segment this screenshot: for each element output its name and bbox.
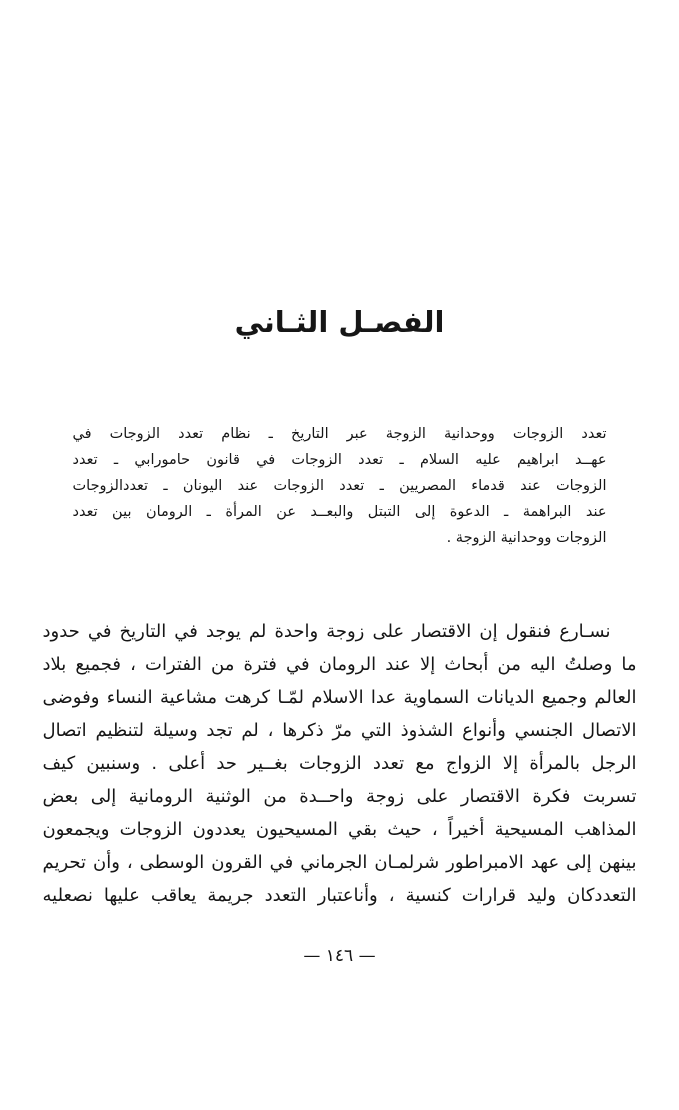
summary-line: الزوجات ووحدانية الزوجة . xyxy=(446,530,607,546)
body-line: العالم وجميع الديانات السماوية عدا الاسلام لمّـا كرهت مشاعية النساء وفوضى xyxy=(42,687,637,708)
summary-line: الزوجات عند قدماء المصريين ـ تعدد الزوجات عند اليونان ـ تعددالزوجات xyxy=(72,478,607,494)
summary-line: تعدد الزوجات ووحدانية الزوجة عبر التاريخ ـ نظام تعدد الزوجات في xyxy=(72,426,607,442)
body-line: نسـارع فنقول إن الاقتصار على زوجة واحدة لم يوجد في التاريخ في حدود xyxy=(42,621,611,642)
chapter-summary xyxy=(73,421,607,551)
chapter-title: الفصـل الثـاني xyxy=(234,305,445,339)
summary-line: عند البراهمة ـ الدعوة إلى التبتل والبعــد عن المرأة ـ الرومان بين تعدد xyxy=(72,504,607,520)
body-line: المذاهب المسيحية أخيراً ، حيث بقي المسيحيون يعددون الزوجات ويجمعون xyxy=(42,819,637,840)
body-line: الاتصال الجنسي وأنواع الشذوذ التي مرّ ذكرها ، لم تجد وسيلة لتنظيم اتصال xyxy=(42,720,637,741)
summary-line: عهــد ابراهيم عليه السلام ـ تعدد الزوجات في قانون حامورابي ـ تعدد xyxy=(72,452,607,468)
body-line: ما وصلتُ اليه من أبحاث إلا عند الرومان في فترة من الفترات ، فجميع بلاد xyxy=(42,654,637,675)
body-paragraph xyxy=(43,615,637,912)
page-number: — ١٤٦ — xyxy=(303,946,376,966)
body-line: التعددكان وليد قرارات كنسية ، وأناعتبار التعدد جريمة يعاقب عليها نصعليه xyxy=(42,885,637,906)
body-line: بينهن إلى عهد الامبراطور شرلمـان الجرماني في القرون الوسطى ، وأن تحريم xyxy=(42,852,637,873)
body-line: تسربت فكرة الاقتصار على زوجة واحــدة من الوثنية الرومانية إلى بعض xyxy=(42,786,637,807)
body-line: الرجل بالمرأة إلا الزواج مع تعدد الزوجات بغــير حد أعلى . وسنبين كيف xyxy=(42,753,637,774)
